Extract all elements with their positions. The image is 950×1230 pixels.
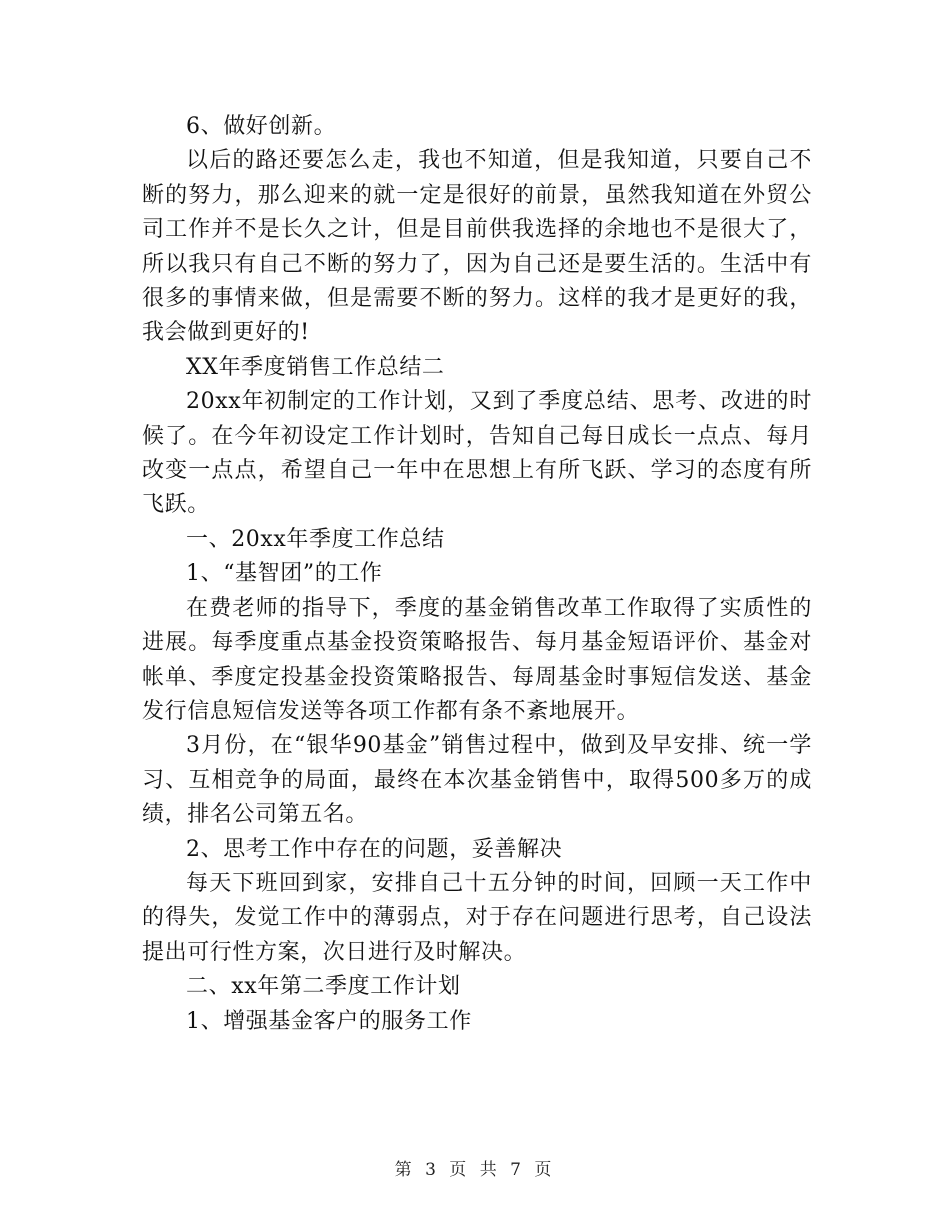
section-title: XX年季度销售工作总结二 [186,354,445,380]
body-paragraph: 20xx年初制定的工作计划，又到了季度总结、思考、改进的时候了。在今年初设定工作计划时，告知自己每日成长一点点、每月改变一点点，希望自己一年中在思想上有所飞跃、学习的态度有所飞跃。 [142,389,812,518]
section-heading: 二、xx年第二季度工作计划 [186,974,461,1000]
body-paragraph: 在费老师的指导下，季度的基金销售改革工作取得了实质性的进展。每季度重点基金投资策略报告、每月基金短语评价、基金对帐单、季度定投基金投资策略报告、每周基金时事短信发送、基金发行信息短信发送等各项工作都有条不紊地展开。 [142,595,812,724]
document-body [142,110,812,1039]
subsection-heading: 1、“基智团”的工作 [186,561,383,587]
body-paragraph: 每天下班回到家，安排自己十五分钟的时间，回顾一天工作中的得失，发觉工作中的薄弱点，对于存在问题进行思考，自己设法提出可行性方案，次日进行及时解决。 [142,870,812,965]
list-item-innovation: 6、做好创新。 [186,114,337,139]
body-paragraph: 以后的路还要怎么走，我也不知道，但是我知道，只要自己不断的努力，那么迎来的就一定是很好的前景，虽然我知道在外贸公司工作并不是长久之计，但是目前供我选择的余地也不是很大了，所以我只有自己不断的努力了，因为自己还是要生活的。生活中有很多的事情来做，但是需要不断的努力。这样的我才是更好的我，我会做到更好的! [142,148,812,346]
subsection-heading: 1、增强基金客户的服务工作 [186,1008,472,1034]
body-paragraph: 3月份，在“银华90基金”销售过程中，做到及早安排、统一学习、互相竞争的局面，最终在本次基金销售中，取得500多万的成绩，排名公司第五名。 [142,733,812,828]
subsection-heading: 2、思考工作中存在的问题，妥善解决 [186,836,563,862]
section-heading: 一、20xx年季度工作总结 [186,526,445,552]
page-number-footer: 第 3 页 共 7 页 [394,1160,556,1180]
